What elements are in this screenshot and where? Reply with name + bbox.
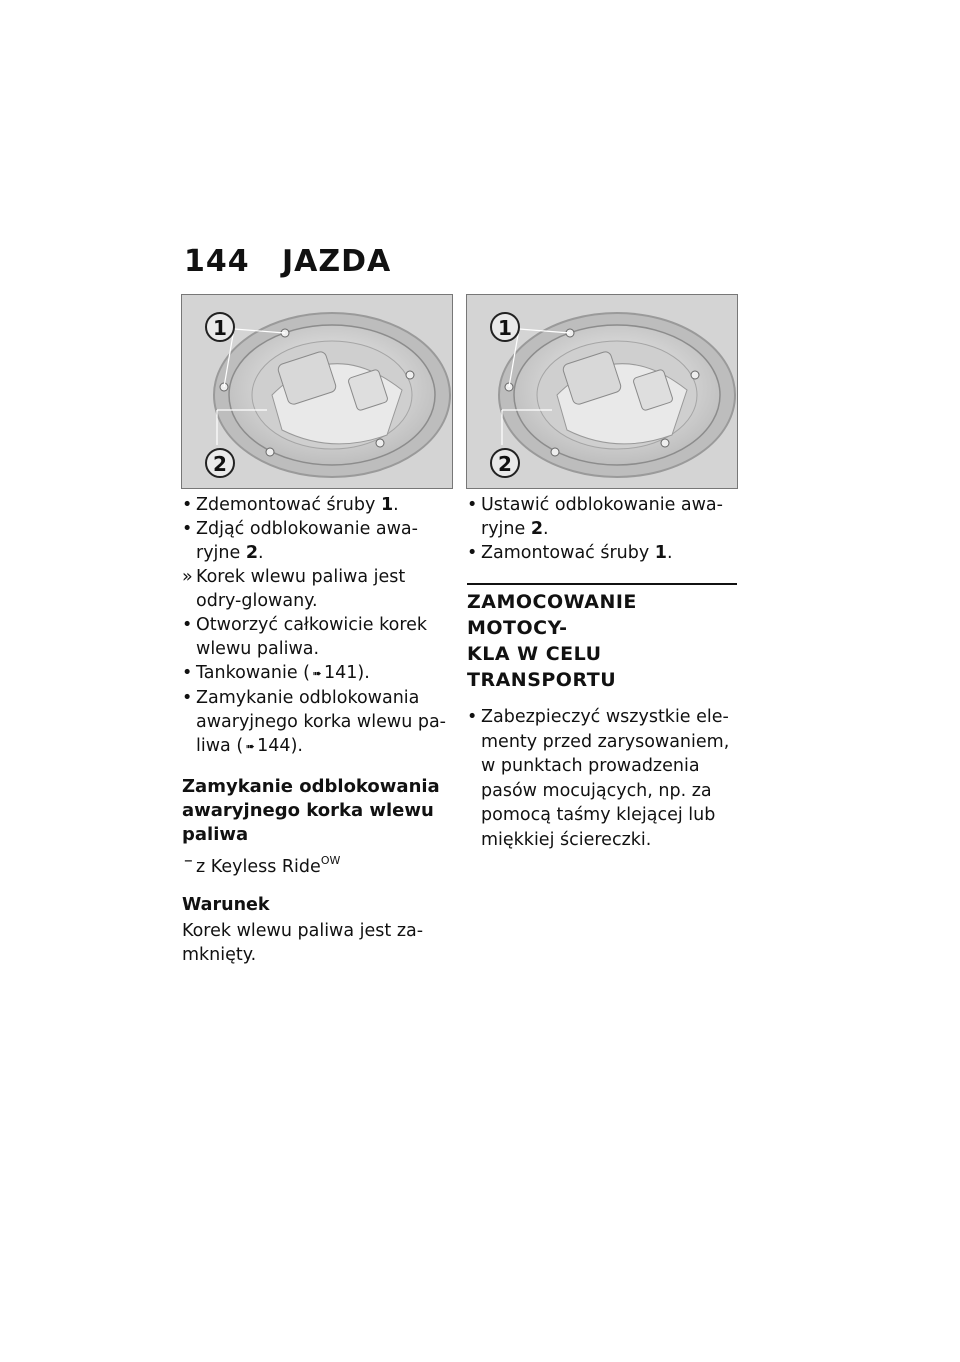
left-column [182, 493, 452, 967]
step-tail: . [666, 543, 673, 563]
bullet-marker: • [182, 495, 193, 515]
subheading: Zamykanie odblokowania awaryjnego korka wlewu paliwa [182, 776, 440, 845]
bullet-marker: • [182, 688, 193, 708]
page-reference-arrow-icon: ➠ [312, 667, 322, 680]
part-ref: 2 [245, 543, 259, 563]
step-item [467, 541, 737, 565]
step-item [182, 661, 452, 686]
step-tail: . [258, 543, 264, 563]
condition-label: Warunek [182, 895, 270, 915]
page-header [184, 244, 391, 279]
section-title: JAZDA [282, 244, 392, 279]
step-text: Zdjąć odblokowanie awa-ryjne [196, 519, 418, 563]
section-divider [467, 583, 737, 585]
section-heading [467, 589, 737, 693]
bullet-marker: • [467, 707, 478, 727]
dash-marker: – [184, 851, 193, 871]
page-reference-arrow-icon: ➠ [245, 740, 255, 753]
step-item [182, 686, 452, 759]
callout-2: 2 [498, 452, 512, 476]
fuel-cap-illustration [182, 295, 452, 488]
step-text: Zamykanie odblokowania awaryjnego korka wlewu pa-liwa ( [196, 688, 446, 756]
step-tail: . [543, 519, 549, 539]
fuel-cap-illustration [467, 295, 737, 488]
page-ref[interactable]: 144 [257, 736, 291, 756]
step-text: Zdemontować śruby [196, 495, 381, 515]
step-item [182, 493, 452, 517]
part-ref: 2 [530, 519, 544, 539]
step-text: Otworzyć całkowicie korek wlewu paliwa. [196, 615, 428, 659]
callout-1: 1 [213, 316, 227, 340]
result-marker: » [182, 567, 193, 587]
step-text: Tankowanie ( [196, 663, 310, 683]
callout-2: 2 [213, 452, 227, 476]
bullet-marker: • [467, 543, 478, 563]
part-ref: 1 [380, 495, 394, 515]
variant-note [182, 849, 452, 879]
step-tail: ). [290, 736, 303, 756]
variant-text: z Keyless Ride [196, 857, 321, 877]
option-code: OW [320, 854, 341, 867]
right-column [467, 493, 737, 852]
bullet-marker: • [182, 519, 193, 539]
step-text: Ustawić odblokowanie awa-ryjne [481, 495, 723, 539]
condition-text: Korek wlewu paliwa jest za-mknięty. [182, 921, 424, 965]
step-text: Zamontować śruby [481, 543, 655, 563]
fuel-cap-figure-right [466, 294, 738, 489]
page-number: 144 [184, 244, 250, 279]
bullet-marker: • [467, 495, 478, 515]
step-item [182, 517, 452, 565]
step-text: Korek wlewu paliwa jest odry-glowany. [196, 567, 406, 611]
bullet-marker: • [182, 663, 193, 683]
bullet-marker: • [182, 615, 193, 635]
part-ref: 1 [654, 543, 667, 563]
page-ref[interactable]: 141 [323, 663, 358, 683]
result-item [182, 565, 452, 613]
section-heading-line: ZAMOCOWANIE MOTOCY- [467, 591, 637, 639]
step-tail: . [393, 495, 399, 515]
step-text: Zabezpieczyć wszystkie ele-menty przed zarysowaniem, w punktach prowadzenia pasów mocujących, np. za pomocą taśmy klejącej lub miękkiej ściereczki. [481, 707, 730, 850]
step-item [467, 493, 737, 541]
step-item [182, 613, 452, 661]
fuel-cap-figure-left [181, 294, 453, 489]
step-tail: ). [357, 663, 370, 683]
step-item [467, 705, 737, 852]
section-heading-line: KLA W CELU TRANSPORTU [467, 643, 617, 691]
callout-1: 1 [498, 316, 512, 340]
